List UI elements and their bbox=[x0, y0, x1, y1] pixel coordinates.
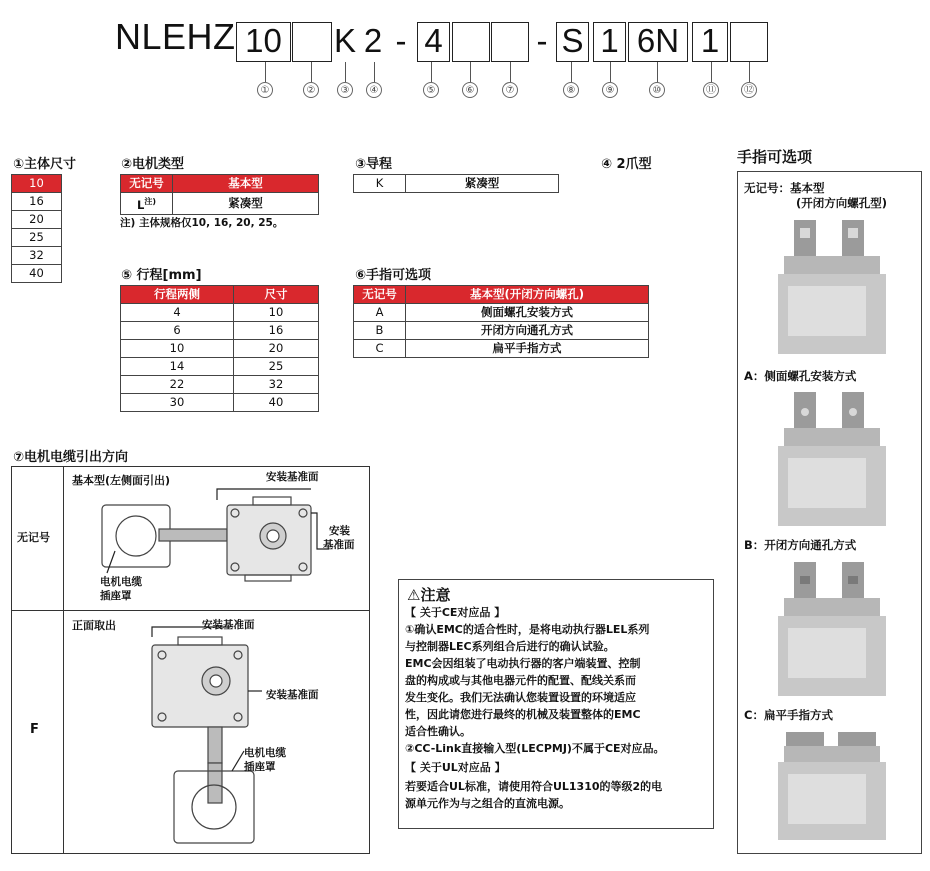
motor-table bbox=[120, 174, 319, 215]
lead-value: 紧凑型 bbox=[406, 175, 559, 193]
stroke-cell: 16 bbox=[234, 322, 319, 340]
finger-code: B bbox=[354, 322, 406, 340]
callout-leader-line bbox=[610, 62, 611, 82]
model-code-box bbox=[292, 22, 332, 62]
finger-code: A bbox=[354, 304, 406, 322]
stroke-cell: 10 bbox=[121, 340, 234, 358]
warning-triangle-icon: ⚠ bbox=[407, 586, 421, 604]
model-code-box: 10 bbox=[236, 22, 291, 62]
cable-row1-ref-side-2: 基准面 bbox=[323, 539, 355, 551]
size-cell: 40 bbox=[12, 265, 62, 283]
callout-leader-line bbox=[711, 62, 712, 82]
callout-leader-line bbox=[345, 62, 346, 82]
callout-leader-line bbox=[265, 62, 266, 82]
stroke-cell: 14 bbox=[121, 358, 234, 376]
stroke-header-stroke: 行程两侧 bbox=[121, 286, 234, 304]
caution-title bbox=[407, 584, 450, 605]
model-code-box bbox=[730, 22, 768, 62]
callout-number: ⑦ bbox=[502, 82, 518, 98]
motor-code-cell bbox=[121, 193, 173, 215]
model-code-box bbox=[491, 22, 529, 62]
gripper-base-image bbox=[776, 220, 888, 355]
finger-panel-cap-base-1: 无记号：基本型 bbox=[744, 181, 825, 195]
caution-line: 适合性确认。 bbox=[405, 725, 471, 738]
caution-line: ①确认EMC的适合性时，是将电动执行器LEL系列 bbox=[405, 623, 650, 636]
cable-row1-ref-top: 安装基准面 bbox=[266, 471, 319, 483]
stroke-cell: 30 bbox=[121, 394, 234, 412]
finger-heading: ⑥手指可选项 bbox=[355, 268, 432, 283]
finger-value: 开闭方向通孔方式 bbox=[406, 322, 649, 340]
lead-code: K bbox=[354, 175, 406, 193]
callout-number: ② bbox=[303, 82, 319, 98]
stroke-cell: 40 bbox=[234, 394, 319, 412]
caution-line: 若要适合UL标准，请使用符合UL1310的等级2的电 bbox=[405, 780, 663, 793]
caution-line: 源单元作为与之组合的直流电源。 bbox=[405, 797, 570, 810]
size-cell: 20 bbox=[12, 211, 62, 229]
caution-line: EMC会因组装了电动执行器的客户端装置、控制 bbox=[405, 657, 641, 670]
cable-row2-code: F bbox=[30, 722, 39, 737]
model-code-box: 1 bbox=[692, 22, 728, 62]
stroke-heading: ⑤ 行程[mm] bbox=[121, 268, 202, 283]
stroke-cell: 6 bbox=[121, 322, 234, 340]
stroke-cell: 20 bbox=[234, 340, 319, 358]
finger-value: 扁平手指方式 bbox=[406, 340, 649, 358]
model-code-box: S bbox=[556, 22, 589, 62]
cable-row1-cover-2: 插座罩 bbox=[100, 590, 132, 602]
callout-number: ⑧ bbox=[563, 82, 579, 98]
model-code-box: 2 bbox=[363, 22, 383, 59]
callout-leader-line bbox=[311, 62, 312, 82]
size-heading: ①主体尺寸 bbox=[13, 157, 77, 172]
callout-number: ⑩ bbox=[649, 82, 665, 98]
callout-leader-line bbox=[571, 62, 572, 82]
stroke-header-size: 尺寸 bbox=[234, 286, 319, 304]
callout-leader-line bbox=[510, 62, 511, 82]
callout-leader-line bbox=[374, 62, 375, 82]
jaw-heading: ④ 2爪型 bbox=[601, 157, 652, 172]
finger-panel-cap-base-2: (开闭方向螺孔型) bbox=[796, 196, 888, 210]
cable-code-column bbox=[12, 467, 64, 853]
cable-row1-title: 基本型(左侧面引出) bbox=[72, 474, 171, 487]
motor-note: 注) 主体规格仅10, 16, 20, 25。 bbox=[120, 217, 284, 229]
callout-number: ① bbox=[257, 82, 273, 98]
model-code-box: 4 bbox=[417, 22, 450, 62]
model-code-box: K bbox=[333, 22, 356, 59]
lead-heading: ③导程 bbox=[355, 157, 393, 172]
model-code-box bbox=[452, 22, 490, 62]
stroke-cell: 10 bbox=[234, 304, 319, 322]
stroke-cell: 4 bbox=[121, 304, 234, 322]
cable-row2-cover-1: 电机电缆 bbox=[244, 747, 286, 759]
cable-heading: ⑦电机电缆引出方向 bbox=[13, 450, 129, 465]
cable-row2-drawing bbox=[112, 623, 352, 851]
caution-line: 【 关于UL对应品 】 bbox=[405, 761, 506, 774]
cable-row1-ref-side-1: 安装 bbox=[329, 525, 350, 537]
cable-row2-title: 正面取出 bbox=[72, 619, 116, 632]
motor-value-cell: 紧凑型 bbox=[173, 193, 319, 215]
stroke-table bbox=[120, 285, 319, 412]
gripper-b-image bbox=[776, 562, 888, 697]
finger-panel bbox=[737, 171, 922, 854]
motor-header-type: 基本型 bbox=[173, 175, 319, 193]
callout-leader-line bbox=[470, 62, 471, 82]
finger-table bbox=[353, 285, 649, 358]
caution-line: 与控制器LEC系列组合后进行的确认试验。 bbox=[405, 640, 615, 653]
gripper-c-image bbox=[776, 732, 888, 842]
motor-heading: ②电机类型 bbox=[121, 157, 185, 172]
model-code-box: 6N bbox=[628, 22, 688, 62]
caution-line: ②CC-Link直接输入型(LECPMJ)不属于CE对应品。 bbox=[405, 742, 665, 755]
model-code-box: - bbox=[536, 22, 548, 59]
finger-header-code: 无记号 bbox=[354, 286, 406, 304]
caution-line: 【 关于CE对应品 】 bbox=[405, 606, 506, 619]
callout-number: ⑪ bbox=[703, 82, 719, 98]
caution-box bbox=[398, 579, 714, 829]
gripper-a-image bbox=[776, 392, 888, 527]
finger-header-type: 基本型(开闭方向螺孔) bbox=[406, 286, 649, 304]
finger-panel-cap-c: C：扁平手指方式 bbox=[744, 708, 833, 722]
caution-line: 盘的构成或与其他电器元件的配置、配线关系而 bbox=[405, 674, 636, 687]
size-cell: 25 bbox=[12, 229, 62, 247]
motor-header-code: 无记号 bbox=[121, 175, 173, 193]
finger-panel-cap-b: B：开闭方向通孔方式 bbox=[744, 538, 857, 552]
model-code-box: - bbox=[395, 22, 407, 59]
stroke-cell: 22 bbox=[121, 376, 234, 394]
motor-code-sup: 注) bbox=[144, 197, 156, 206]
cable-row1-cover-1: 电机电缆 bbox=[100, 576, 142, 588]
stroke-cell: 32 bbox=[234, 376, 319, 394]
finger-code: C bbox=[354, 340, 406, 358]
callout-number: ⑨ bbox=[602, 82, 618, 98]
callout-leader-line bbox=[657, 62, 658, 82]
motor-code: L bbox=[137, 197, 145, 212]
callout-number: ⑥ bbox=[462, 82, 478, 98]
lead-table bbox=[353, 174, 559, 193]
callout-number: ④ bbox=[366, 82, 382, 98]
cable-row2-cover-2: 插座罩 bbox=[244, 761, 276, 773]
size-cell: 32 bbox=[12, 247, 62, 265]
finger-panel-heading: 手指可选项 bbox=[737, 148, 813, 166]
caution-line: 性，因此请您进行最终的机械及装置整体的EMC bbox=[405, 708, 641, 721]
callout-number: ⑫ bbox=[741, 82, 757, 98]
finger-panel-cap-a: A：侧面螺孔安装方式 bbox=[744, 369, 857, 383]
stroke-cell: 25 bbox=[234, 358, 319, 376]
callout-number: ③ bbox=[337, 82, 353, 98]
cable-row-divider bbox=[12, 610, 369, 611]
cable-row2-ref-side: 安装基准面 bbox=[266, 689, 319, 701]
callout-number: ⑤ bbox=[423, 82, 439, 98]
size-table bbox=[11, 174, 62, 283]
caution-title-text: 注意 bbox=[420, 586, 451, 604]
size-cell: 10 bbox=[12, 175, 62, 193]
callout-leader-line bbox=[749, 62, 750, 82]
cable-table bbox=[11, 466, 370, 854]
caution-line: 发生变化。我们无法确认您装置设置的环境适应 bbox=[405, 691, 636, 704]
cable-row1-code: 无记号 bbox=[17, 531, 50, 544]
cable-row2-ref-top: 安装基准面 bbox=[202, 619, 255, 631]
finger-value: 侧面螺孔安装方式 bbox=[406, 304, 649, 322]
model-prefix: NLEHZ bbox=[115, 16, 236, 57]
size-cell: 16 bbox=[12, 193, 62, 211]
model-code-box: 1 bbox=[593, 22, 626, 62]
callout-leader-line bbox=[431, 62, 432, 82]
